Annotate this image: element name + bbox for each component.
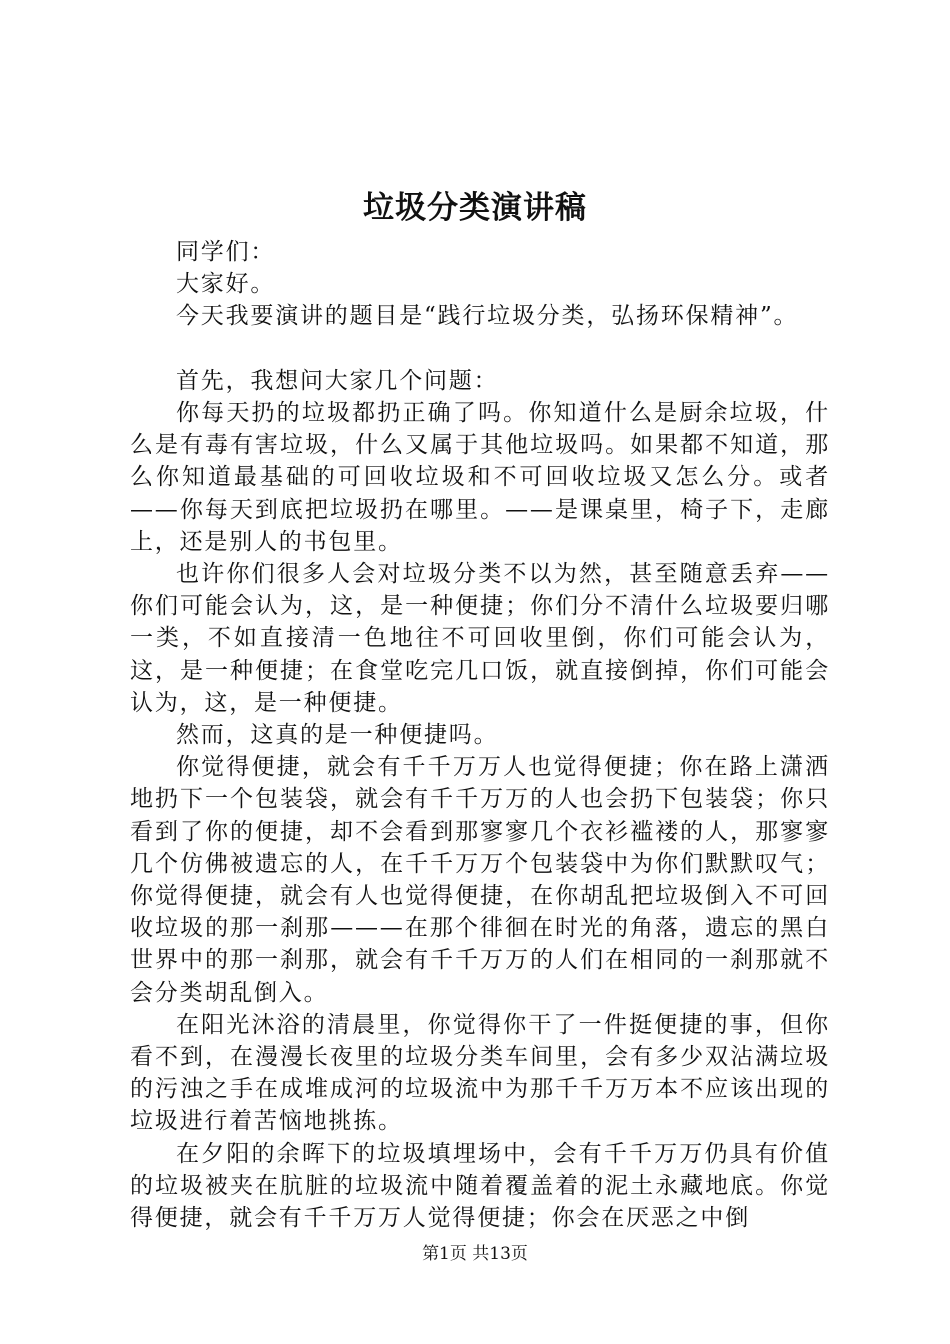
paragraph-hello: 大家好。 [176, 271, 276, 298]
paragraph-convenience: 也许你们很多人会对垃圾分类不以为然，甚至随意丢弃——你们可能会认为，这，是一种便捷；你们分不清什么垃圾要归哪一类，不如直接清一色地往不可回收里倒，你们可能会认为，这，是一种便捷；在食堂吃完几口饭，就直接倒掉，你们可能会认为，这，是一种便捷。 [130, 561, 830, 716]
paragraph-morning: 在阳光沐浴的清晨里，你觉得你干了一件挺便捷的事，但你看不到，在漫漫长夜里的垃圾分类车间里，会有多少双沾满垃圾的污浊之手在成堆成河的垃圾流中为那千千万万本不应该出现的垃圾进行着苦恼地挑拣。 [130, 1011, 830, 1135]
paragraph-greeting: 同学们： [176, 239, 276, 265]
paragraph-sunset: 在夕阳的余晖下的垃圾填埋场中，会有千千万万仍具有价值的垃圾被夹在肮脏的垃圾流中随着覆盖着的泥土永藏地底。你觉得便捷，就会有千千万万人觉得便捷；你会在厌恶之中倒 [130, 1140, 830, 1232]
document-title: 垃圾分类演讲稿 [363, 190, 587, 226]
blank-line [130, 333, 830, 365]
paragraph-thousands: 你觉得便捷，就会有千千万万人也觉得便捷；你在路上潇洒地扔下一个包装袋，就会有千千万万的人也会扔下包装袋；你只看到了你的便捷，却不会看到那寥寥几个衣衫褴褛的人，那寥寥几个仿佛被遗忘的人，在千千万万个包装袋中为你们默默叹气；你觉得便捷，就会有人也觉得便捷，在你胡乱把垃圾倒入不可回收垃圾的那一刹那———在那个徘徊在时光的角落，遗忘的黑白世界中的那一刹那，就会有千千万万的人们在相同的一刹那就不会分类胡乱倒入。 [130, 754, 830, 1006]
document-body [130, 236, 830, 1234]
page-footer: 第1页 共13页 [422, 1244, 528, 1264]
paragraph-questions-intro: 首先，我想问大家几个问题： [176, 367, 499, 394]
paragraph-really: 然而，这真的是一种便捷吗。 [176, 722, 499, 749]
paragraph-topic: 今天我要演讲的题目是“践行垃圾分类，弘扬环保精神”。 [176, 303, 799, 330]
paragraph-questions: 你每天扔的垃圾都扔正确了吗。你知道什么是厨余垃圾，什么是有毒有害垃圾，什么又属于其他垃圾吗。如果都不知道，那么你知道最基础的可回收垃圾和不可回收垃圾又怎么分。或者——你每天到底把垃圾扔在哪里。——是课桌里，椅子下，走廊上，还是别人的书包里。 [130, 400, 830, 555]
